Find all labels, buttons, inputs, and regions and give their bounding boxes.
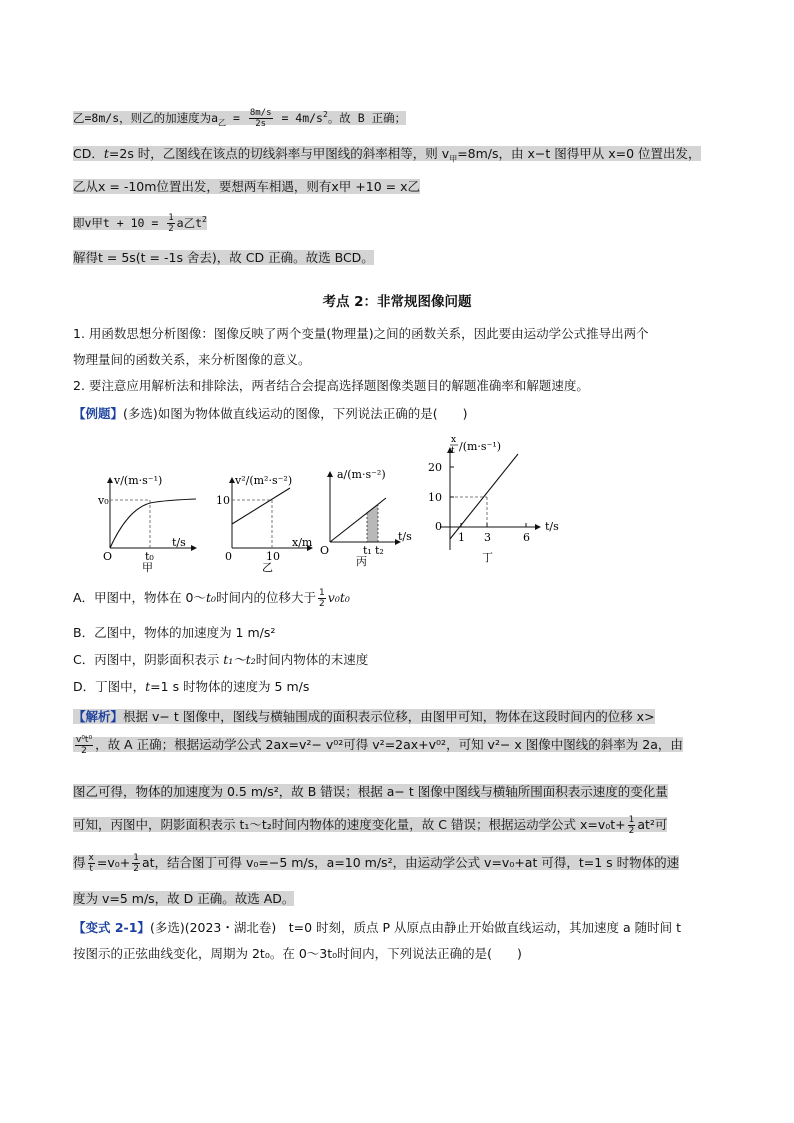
point-1: 1. 用函数思想分析图像：图像反映了两个变量(物理量)之间的函数关系，因此要由运动学公式推导出两个 — [73, 326, 649, 341]
graph-jia-v0: v₀ — [98, 494, 109, 507]
example-question: 【例题】(多选)如图为物体做直线运动的图像，下列说法正确的是( ) — [73, 406, 468, 421]
option-b: B．乙图中，物体的加速度为 1 m/s² — [73, 625, 276, 640]
graph-bing-t2: t₂ — [375, 544, 384, 557]
text-line-3: 乙从x = -10m位置出发，要想两车相遇，则有x甲 +10 = x乙 — [73, 179, 420, 194]
graph-ding-xlabel: t/s — [545, 520, 559, 533]
option-d: D．丁图中，t=1 s 时物体的速度为 5 m/s — [73, 679, 310, 694]
graphs-figure — [0, 420, 794, 580]
graph-jia-caption: 甲 — [142, 561, 153, 574]
variant-line-1: 【变式 2-1】(多选)(2023・湖北卷) t=0 时刻，质点 P 从原点由静止开始做直线运动，其加速度 a 随时间 t — [73, 920, 682, 935]
analysis-line-1: 【解析】根据 v− t 图像中，图线与横轴围成的面积表示位移，由图甲可知，物体在这段时间内的位移 x> — [73, 709, 655, 724]
graph-yi-tick-x: 10 — [266, 550, 280, 563]
graph-bing-ylabel: a/(m·s⁻²) — [337, 468, 386, 481]
graph-ding-tick-0: 0 — [435, 520, 442, 533]
graph-jia-origin: O — [103, 550, 113, 563]
analysis-line-5: 得 $\frac{x}{t}$ =v₀+ $\frac{1}{2}$ at，结合图丁可得 v₀=−5 m/s，a=10 m/s²，由运动学公式 v=v₀+at 可得，t=1 s 时物体的速 — [73, 853, 680, 874]
graph-ding-caption: 丁 — [482, 551, 493, 564]
graph-ding-ylabel-den: t — [451, 446, 455, 456]
variant-line-2: 按图示的正弦曲线变化，周期为 2t₀。在 0～3t₀时间内，下列说法正确的是( ) — [73, 946, 522, 961]
text-line-2: CD．t=2s 时，乙图线在该点的切线斜率与甲图线的斜率相等，则 $v_甲=8m/s$，由 x−t 图得甲从 x=0 位置出发， — [73, 146, 701, 164]
graph-ding-tick-20: 20 — [428, 461, 442, 474]
graph-bing-shaded-area — [367, 504, 378, 542]
graph-bing-t1: t₁ — [363, 544, 372, 557]
graph-ding — [428, 435, 559, 564]
graph-ding-tick-6: 6 — [523, 531, 530, 544]
graph-yi-caption: 乙 — [262, 561, 273, 574]
text-line-1: 乙=8m/s，则乙的加速度为$a_乙$ = $\frac{8m/s}{2s}$ = $4m/s^2$。故 B 正确； — [73, 107, 407, 129]
graph-yi-tick-y: 10 — [216, 494, 230, 507]
analysis-line-4: 可知，丙图中，阴影面积表示 t₁～t₂时间内物体的速度变化量，故 C 错误；根据运动学公式 x=v₀t+ $\frac{1}{2}$ at²可 — [73, 815, 668, 836]
analysis-line-3: 图乙可得，物体的加速度为 0.5 m/s²，故 B 错误；根据 a− t 图像中图线与横轴所围面积表示速度的变化量 — [73, 784, 668, 799]
graph-yi-origin: 0 — [225, 550, 232, 563]
text-line-4: 即v甲t + 10 = $\frac{1}{2}$ a乙$t^2$ — [73, 212, 207, 234]
graph-ding-tick-10: 10 — [428, 491, 442, 504]
graph-bing — [320, 468, 412, 568]
graph-yi-ylabel: v²/(m²·s⁻²) — [235, 474, 293, 487]
analysis-line-6: 度为 v=5 m/s，故 D 正确。故选 AD。 — [73, 891, 295, 906]
option-a: A．甲图中，物体在 0～t₀时间内的位移大于 $\frac{1}{2}$ v₀t₀ — [73, 588, 350, 609]
graph-jia-t0: t₀ — [145, 550, 154, 563]
section-heading: 考点 2：非常规图像问题 — [322, 294, 472, 310]
graph-ding-ylabel-num: x — [451, 435, 457, 445]
analysis-line-2: $\frac{\text{v⁰t⁰}}{2}$ ，故 A 正确；根据运动学公式 2ax=v²− v⁰²可得 v²=2ax+v⁰²，可知 v²− x 图像中图线的斜率为 2a，由 — [73, 735, 683, 756]
graph-bing-xlabel: t/s — [398, 530, 412, 543]
graph-jia-xlabel: t/s — [172, 536, 186, 549]
example-tag: 【例题】 — [73, 406, 124, 421]
point-2: 2. 要注意应用解析法和排除法，两者结合会提高选择题图像类题目的解题准确率和解题速度。 — [73, 378, 589, 393]
graph-ding-tick-3: 3 — [484, 531, 491, 544]
graph-bing-origin: O — [320, 544, 330, 557]
graph-jia-ylabel: v/(m·s⁻¹) — [114, 474, 163, 487]
graph-yi — [216, 474, 313, 574]
text-line-5: 解得t = 5s(t = -1s 舍去)，故 CD 正确。故选 BCD。 — [73, 250, 374, 265]
graph-ding-tick-1: 1 — [458, 531, 465, 544]
variant-tag: 【变式 2-1】 — [73, 920, 150, 935]
graph-jia — [97, 474, 196, 574]
graph-yi-xlabel: x/m — [292, 536, 313, 549]
option-c: C．丙图中，阴影面积表示 t₁～t₂时间内物体的末速度 — [73, 652, 369, 667]
graph-ding-ylabel-unit: /(m·s⁻¹) — [459, 440, 502, 453]
point-1-cont: 物理量间的函数关系，来分析图像的意义。 — [73, 352, 311, 367]
analysis-tag: 【解析】 — [73, 709, 124, 724]
graph-bing-caption: 丙 — [356, 555, 367, 568]
